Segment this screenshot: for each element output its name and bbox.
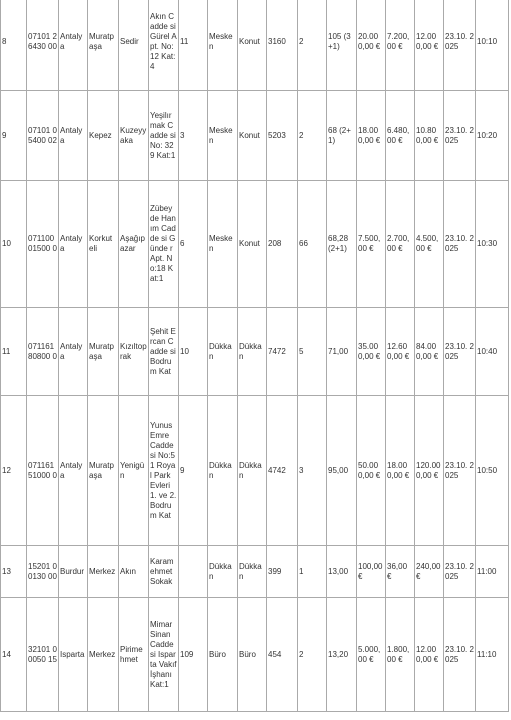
- cell-district: Muratp aşa: [88, 308, 119, 396]
- cell-time: 10:50: [476, 396, 509, 546]
- cell-time: 10:20: [476, 91, 509, 181]
- cell-property-type: Dükkan: [208, 546, 238, 598]
- table-row: [1, 0, 509, 91]
- cell-province: Antaly a: [59, 0, 88, 91]
- cell-time: 10:10: [476, 0, 509, 91]
- cell-price: 35.000,00 €: [357, 308, 386, 396]
- cell-date: 23.10. 2025: [444, 546, 476, 598]
- cell-price: 7.500,00 €: [357, 181, 386, 308]
- cell-property-quality: Dükkan: [238, 308, 267, 396]
- table-row: [1, 308, 509, 396]
- cell-property-type: Dükkan: [208, 308, 238, 396]
- cell-neighborhood: Pirime hmet: [119, 598, 149, 712]
- cell-date: 23.10. 2025: [444, 0, 476, 91]
- cell-property-type: Büro: [208, 598, 238, 712]
- cell-parcel-id: 07101 05400 02: [27, 91, 59, 181]
- cell-price: 100,00 €: [357, 546, 386, 598]
- cell-property-quality: Konut: [238, 0, 267, 91]
- cell-deposit: 7.200,00 €: [386, 0, 415, 91]
- cell-door-number: [179, 546, 208, 598]
- cell-date: 23.10. 2025: [444, 308, 476, 396]
- cell-date: 23.10. 2025: [444, 91, 476, 181]
- cell-parcel-id: 32101 00050 15: [27, 598, 59, 712]
- cell-province: Isparta: [59, 598, 88, 712]
- cell-property-type: Dükkan: [208, 396, 238, 546]
- cell-neighborhood: Kızıltoprak: [119, 308, 149, 396]
- cell-deposit: 1.800,00 €: [386, 598, 415, 712]
- cell-parcel-number: 5203: [267, 91, 298, 181]
- cell-share-number: 3: [298, 396, 327, 546]
- table-row: [1, 396, 509, 546]
- cell-door-number: 3: [179, 91, 208, 181]
- cell-address: Yeşilır mak Cadde si No: 329 Kat:1: [149, 91, 179, 181]
- cell-deposit: 12.600,00 €: [386, 308, 415, 396]
- cell-area: 68,28 (2+1): [327, 181, 357, 308]
- cell-neighborhood: Yenigün: [119, 396, 149, 546]
- cell-parcel-id: 071161 51000 0: [27, 396, 59, 546]
- cell-area: 68 (2+1): [327, 91, 357, 181]
- cell-area: 13,20: [327, 598, 357, 712]
- cell-share-number: 1: [298, 546, 327, 598]
- cell-extra-amount: 10.800,00 €: [415, 91, 444, 181]
- cell-row-number: 11: [1, 308, 27, 396]
- cell-district: Merkez: [88, 598, 119, 712]
- cell-row-number: 10: [1, 181, 27, 308]
- cell-area: 13,00: [327, 546, 357, 598]
- cell-price: 50.000,00 €: [357, 396, 386, 546]
- cell-area: 105 (3+1): [327, 0, 357, 91]
- cell-district: Korkut eli: [88, 181, 119, 308]
- cell-property-type: Mesken: [208, 91, 238, 181]
- cell-province: Antaly a: [59, 308, 88, 396]
- cell-area: 71,00: [327, 308, 357, 396]
- cell-province: Antaly a: [59, 396, 88, 546]
- cell-door-number: 9: [179, 396, 208, 546]
- cell-parcel-number: 208: [267, 181, 298, 308]
- cell-district: Muratp aşa: [88, 396, 119, 546]
- cell-parcel-id: 071161 80800 0: [27, 308, 59, 396]
- cell-parcel-number: 3160: [267, 0, 298, 91]
- cell-price: 5.000,00 €: [357, 598, 386, 712]
- table-row: [1, 91, 509, 181]
- cell-province: Antaly a: [59, 91, 88, 181]
- cell-property-type: Mesken: [208, 0, 238, 91]
- cell-extra-amount: 240,00 €: [415, 546, 444, 598]
- cell-province: Burdur: [59, 546, 88, 598]
- cell-row-number: 14: [1, 598, 27, 712]
- cell-extra-amount: 84.000,00 €: [415, 308, 444, 396]
- cell-share-number: 2: [298, 598, 327, 712]
- cell-address: Karam ehmet Sokak: [149, 546, 179, 598]
- cell-date: 23.10. 2025: [444, 598, 476, 712]
- cell-extra-amount: 120.000,00 €: [415, 396, 444, 546]
- cell-row-number: 9: [1, 91, 27, 181]
- cell-address: Akın Cadde si Gürel Apt. No:12 Kat:4: [149, 0, 179, 91]
- cell-door-number: 11: [179, 0, 208, 91]
- cell-address: Şehit Ercan Cadde si Bodru m Kat: [149, 308, 179, 396]
- cell-property-quality: Konut: [238, 181, 267, 308]
- cell-door-number: 10: [179, 308, 208, 396]
- cell-time: 10:40: [476, 308, 509, 396]
- table-row: [1, 181, 509, 308]
- cell-parcel-id: 07101 26430 00: [27, 0, 59, 91]
- cell-row-number: 12: [1, 396, 27, 546]
- cell-date: 23.10. 2025: [444, 181, 476, 308]
- cell-share-number: 2: [298, 0, 327, 91]
- cell-time: 11:10: [476, 598, 509, 712]
- cell-province: Antaly a: [59, 181, 88, 308]
- table-body: [1, 0, 509, 712]
- cell-share-number: 66: [298, 181, 327, 308]
- cell-parcel-number: 7472: [267, 308, 298, 396]
- cell-property-quality: Konut: [238, 91, 267, 181]
- cell-price: 20.000,00 €: [357, 0, 386, 91]
- cell-parcel-number: 4742: [267, 396, 298, 546]
- cell-door-number: 109: [179, 598, 208, 712]
- cell-parcel-id: 071100 01500 0: [27, 181, 59, 308]
- cell-district: Merkez: [88, 546, 119, 598]
- cell-deposit: 36,00 €: [386, 546, 415, 598]
- cell-property-quality: Dükkan: [238, 546, 267, 598]
- cell-neighborhood: Kuzeyy aka: [119, 91, 149, 181]
- cell-property-quality: Dükkan: [238, 396, 267, 546]
- cell-deposit: 2.700,00 €: [386, 181, 415, 308]
- table-row: [1, 598, 509, 712]
- cell-neighborhood: Akın: [119, 546, 149, 598]
- cell-extra-amount: 4.500,00 €: [415, 181, 444, 308]
- cell-address: Yunus Emre Cadde si No:51 Royal Park Evleri 1. ve 2. Bodru m Kat: [149, 396, 179, 546]
- cell-door-number: 6: [179, 181, 208, 308]
- cell-date: 23.10. 2025: [444, 396, 476, 546]
- cell-area: 95,00: [327, 396, 357, 546]
- cell-parcel-id: 15201 00130 00: [27, 546, 59, 598]
- cell-deposit: 18.000,00 €: [386, 396, 415, 546]
- cell-neighborhood: Sedir: [119, 0, 149, 91]
- cell-time: 11:00: [476, 546, 509, 598]
- cell-address: Mimar Sinan Cadde si Isparta Vakıf İşhanı Kat:1: [149, 598, 179, 712]
- cell-share-number: 2: [298, 91, 327, 181]
- cell-parcel-number: 454: [267, 598, 298, 712]
- cell-district: Muratp aşa: [88, 0, 119, 91]
- cell-row-number: 13: [1, 546, 27, 598]
- cell-time: 10:30: [476, 181, 509, 308]
- cell-neighborhood: Aşağıp azar: [119, 181, 149, 308]
- cell-district: Kepez: [88, 91, 119, 181]
- cell-deposit: 6.480,00 €: [386, 91, 415, 181]
- cell-share-number: 5: [298, 308, 327, 396]
- table-row: [1, 546, 509, 598]
- cell-extra-amount: 12.000,00 €: [415, 598, 444, 712]
- cell-address: Zübey de Hanım Cadde si Günde r Apt. No:18 Kat:1: [149, 181, 179, 308]
- cell-property-quality: Büro: [238, 598, 267, 712]
- cell-row-number: 8: [1, 0, 27, 91]
- cell-parcel-number: 399: [267, 546, 298, 598]
- cell-property-type: Mesken: [208, 181, 238, 308]
- cell-extra-amount: 12.000,00 €: [415, 0, 444, 91]
- cell-price: 18.000,00 €: [357, 91, 386, 181]
